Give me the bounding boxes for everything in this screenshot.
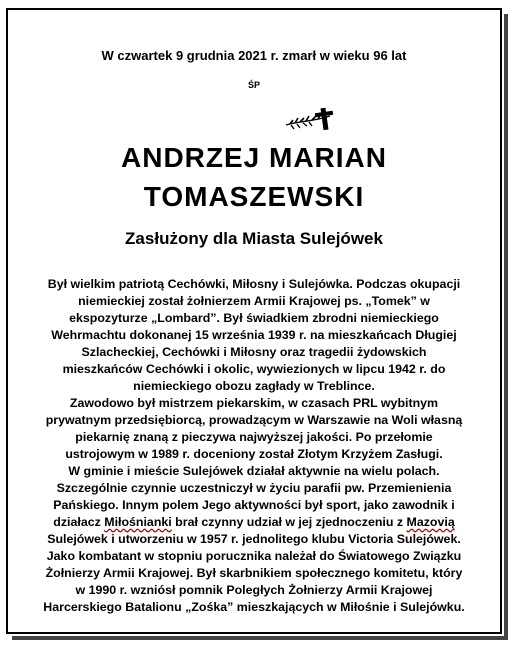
bio-line: ustrojowym w 1989 r. doceniony został Złotym Krzyżem Zasługi.: [65, 447, 443, 461]
bio-line: niemieckiej został żołnierzem Armii Krajowej ps. „Tomek” w: [78, 294, 430, 308]
bio-text: brał czynny udział w jej zjednoczeniu z: [171, 515, 407, 529]
bio-line: Harcerskiego Batalionu „Zośka” mieszkających w Miłośnie i Sulejówku.: [43, 600, 465, 614]
bio-line: Zawodowo był mistrzem piekarskim, w czasach PRL wybitnym: [69, 396, 439, 410]
bio-line: Jako kombatant w stopniu porucznika należał do Światowego Związku: [46, 549, 462, 563]
bio-line: niemieckiego obozu zagłady w Treblince.: [133, 379, 375, 393]
club-name-mazovia: Mazovią: [406, 515, 455, 529]
obituary-content: [6, 8, 502, 634]
bio-text: działacz: [53, 515, 105, 529]
bio-line: Pańskiego. Innym polem Jego aktywności był sport, jako zawodnik i: [53, 498, 455, 512]
bio-line: Szczególnie czynnie uczestniczył w życiu parafii pw. Przemienienia: [56, 481, 452, 495]
deceased-name-line2: TOMASZEWSKI: [143, 181, 365, 212]
bio-line: Żołnierzy Armii Krajowej. Był skarbnikiem społecznego komitetu, który: [45, 566, 463, 580]
bio-line: w 1990 r. wzniósł pomnik Poległych Żołnierzy Armii Krajowej: [75, 583, 433, 597]
bio-line: ekspozyturze „Lombard”. Był świadkiem zbrodni niemieckiego: [69, 311, 439, 325]
cross-with-branch-icon: [284, 100, 344, 132]
deceased-name-line1: ANDRZEJ MARIAN: [121, 142, 387, 173]
bio-line: W gminie i mieście Sulejówek działał aktywnie na wielu polach.: [68, 464, 440, 478]
bio-line: prywatnym przedsiębiorcą, prowadzącym w Warszawie na Woli własną: [45, 413, 463, 427]
bio-line: Wehrmachtu dokonanej 15 września 1939 r. na mieszkańcach Długiej: [51, 328, 457, 342]
club-name-miłośnianka: Miłośnianki: [104, 515, 172, 529]
bio-line: Był wielkim patriotą Cechówki, Miłosny i Sulejówka. Podczas okupacji: [47, 277, 461, 291]
bio-line: Szlacheckiej, Cechówki i Miłosny oraz tragedii żydowskich: [81, 345, 427, 359]
bio-line: mieszkańców Cechówki i okolic, wywiezionych w lipcu 1942 r. do: [62, 362, 446, 376]
date-line: W czwartek 9 grudnia 2021 r. zmarł w wieku 96 lat: [101, 48, 407, 63]
bio-line: [10, 514, 498, 531]
honor-title: Zasłużony dla Miasta Sulejówek: [125, 229, 383, 248]
biography: [10, 276, 498, 616]
bio-line: Sulejówek i utworzeniu w 1957 r. jednolitego klubu Victoria Sulejówek.: [47, 532, 461, 546]
sp-label: ŚP: [247, 80, 260, 90]
bio-line: piekarnię znaną z pieczywa najwyższej jakości. Po przełomie: [75, 430, 433, 444]
